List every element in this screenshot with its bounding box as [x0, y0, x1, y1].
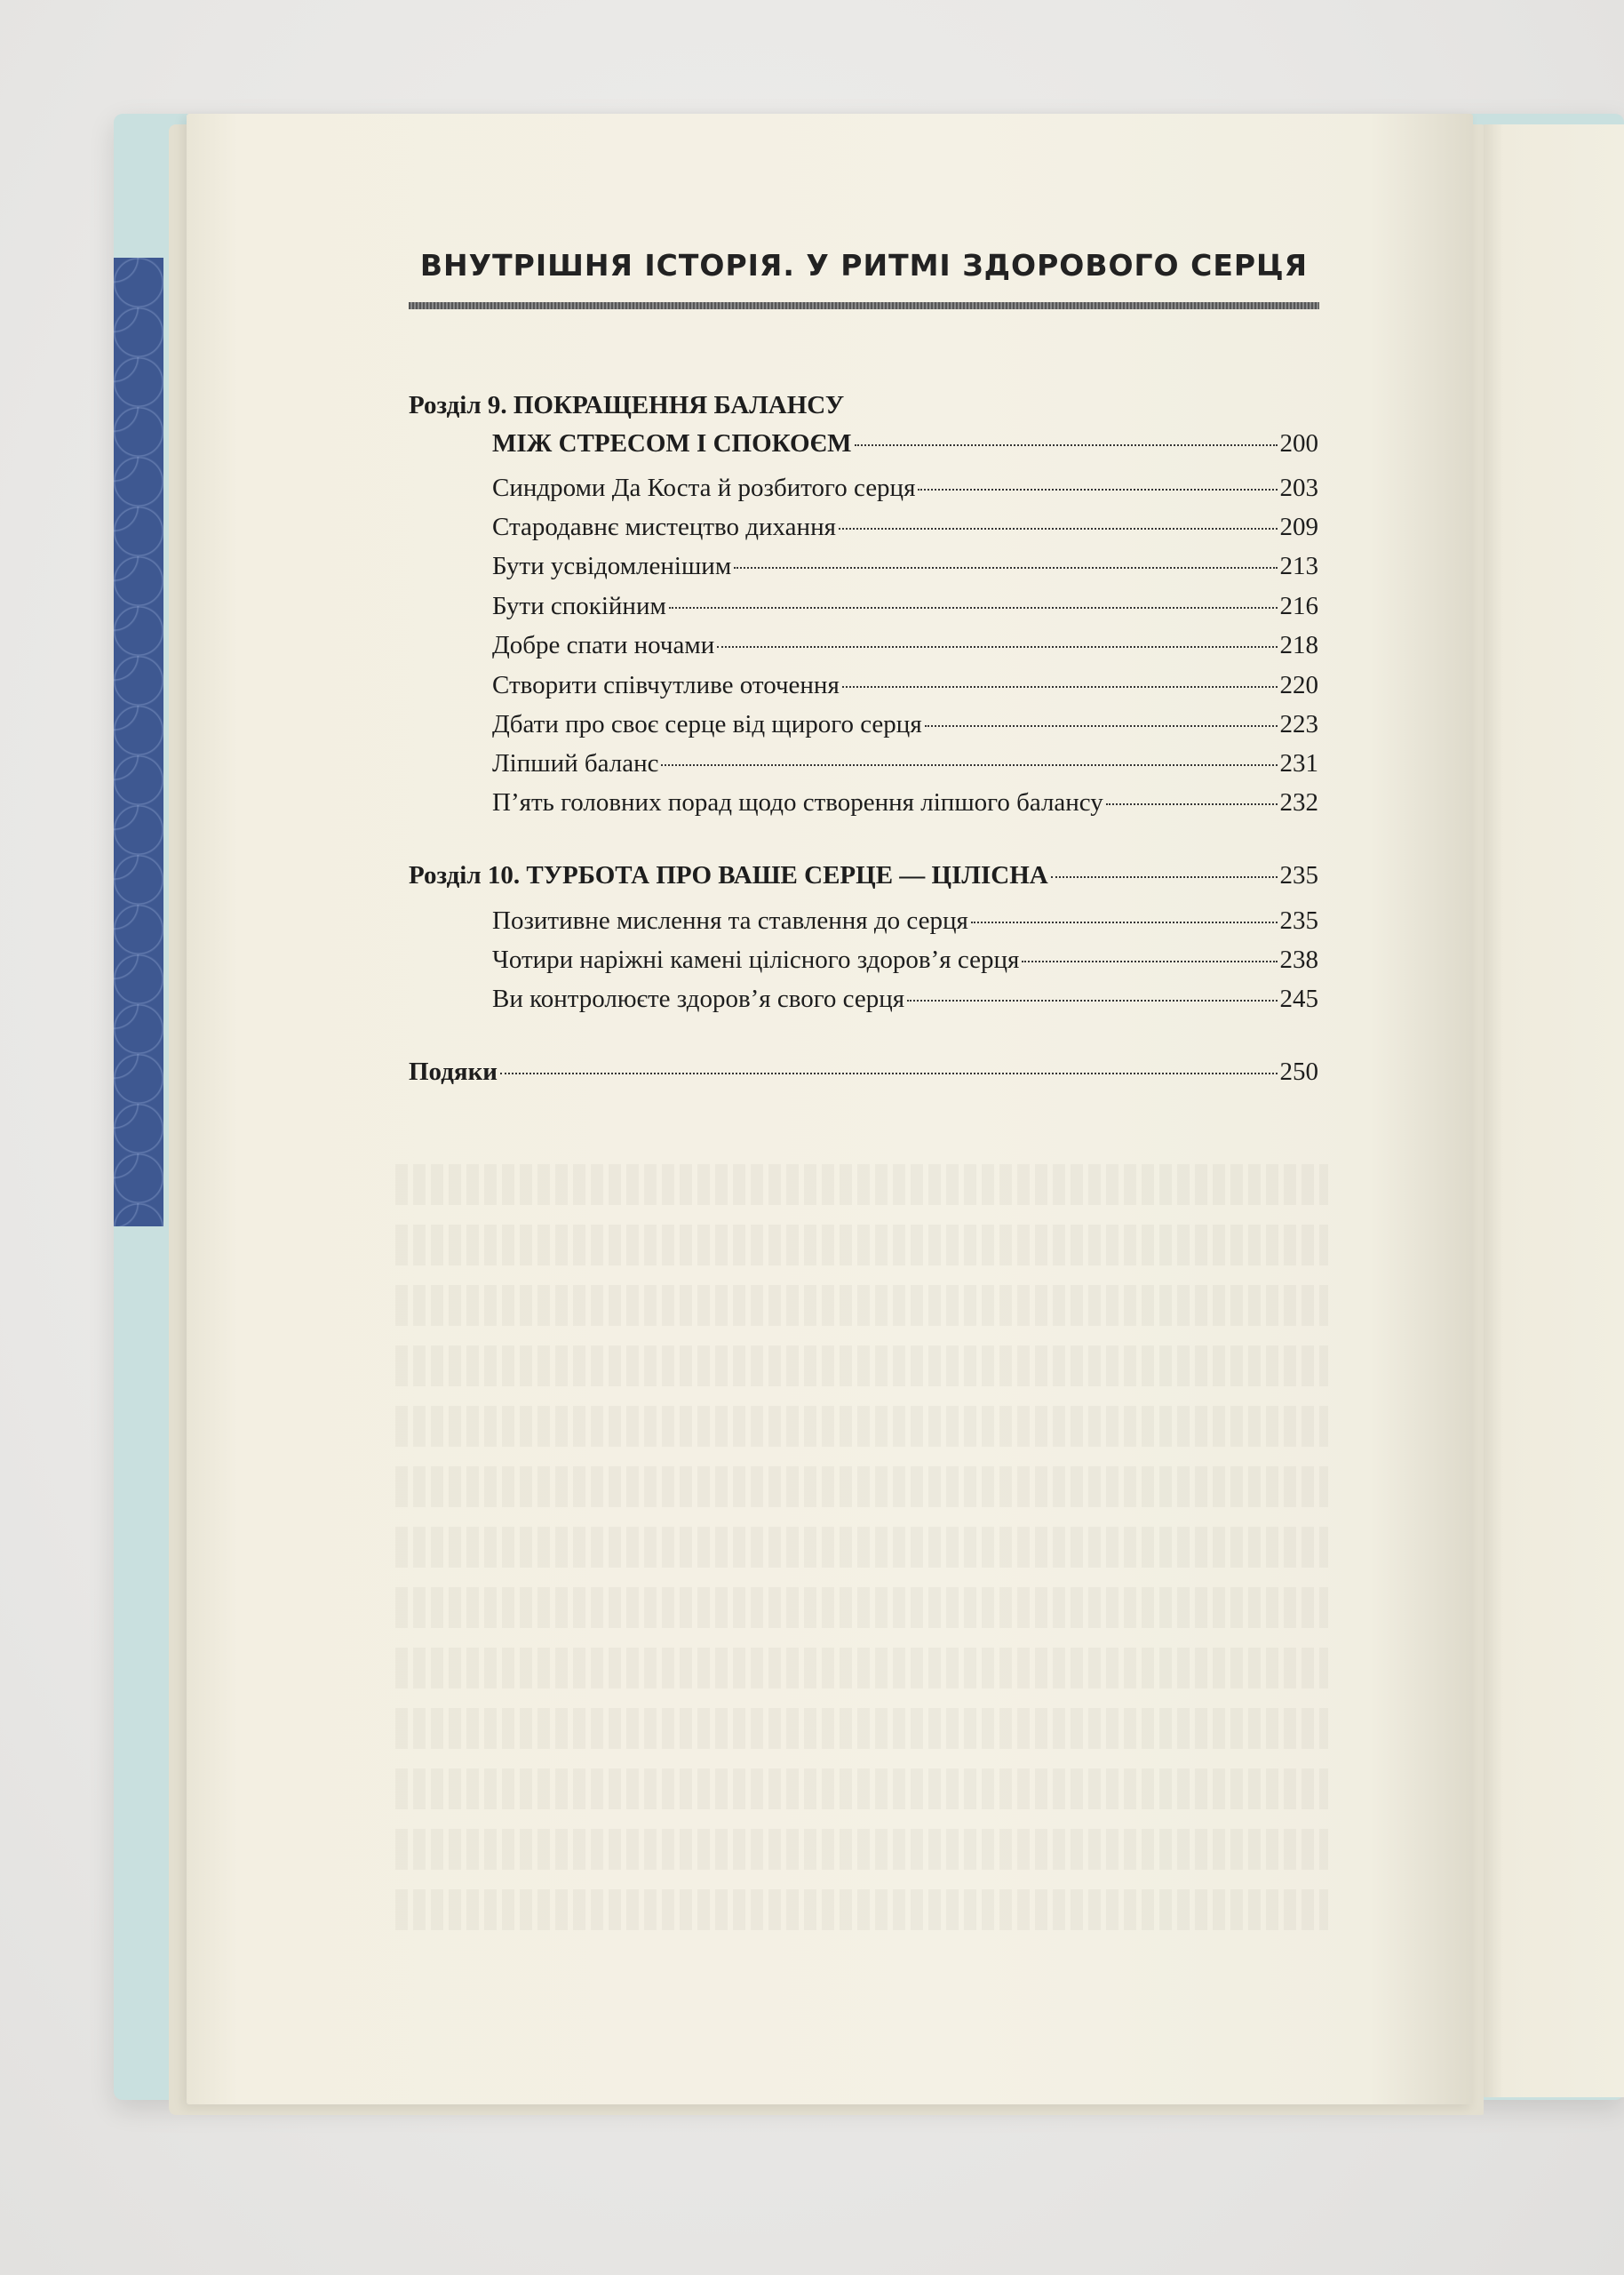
running-head: ВНУТРІШНЯ ІСТОРІЯ. У РИТМІ ЗДОРОВОГО СЕРЦЯ — [419, 248, 1309, 283]
page-number: 235 — [1279, 906, 1318, 935]
toc-item-label: Позитивне мислення та ставлення до серця — [492, 906, 968, 935]
leader-dots — [839, 528, 1278, 530]
page-number: 200 — [1279, 429, 1318, 458]
toc-item — [492, 749, 1318, 778]
acknowledgements-entry — [409, 1058, 1318, 1087]
facing-page-edge — [1482, 124, 1624, 2097]
toc-item — [492, 631, 1318, 660]
toc-item — [492, 788, 1318, 818]
toc-item-label: Ліпший баланс — [492, 749, 659, 778]
leader-dots — [918, 489, 1277, 491]
toc-item — [492, 671, 1318, 700]
page-number: 231 — [1279, 749, 1318, 778]
page-number: 218 — [1279, 631, 1318, 659]
cover-pattern-band — [114, 258, 163, 1226]
page-number: 220 — [1279, 671, 1318, 699]
toc-item-label: Бути спокійним — [492, 592, 666, 620]
chapter-9-heading — [409, 391, 844, 420]
toc-item-label: Чотири наріжні камені цілісного здоров’я серця — [492, 946, 1020, 974]
page-number: 213 — [1279, 552, 1318, 580]
chapter-10-heading — [409, 861, 1048, 890]
page-number: 203 — [1279, 474, 1318, 502]
chapter-9-title-line2: МІЖ СТРЕСОМ І СПОКОЄМ — [492, 429, 852, 458]
leader-dots — [717, 646, 1277, 648]
toc-item-label: Бути усвідомленішим — [492, 552, 732, 580]
chapter-9-title-line1: ПОКРАЩЕННЯ БАЛАНСУ — [513, 391, 845, 419]
toc-item — [492, 513, 1318, 542]
page-number: 232 — [1279, 788, 1318, 817]
leader-dots — [1106, 803, 1278, 805]
leader-dots — [971, 922, 1278, 923]
toc-item — [492, 710, 1318, 739]
page-number: 209 — [1279, 513, 1318, 541]
show-through-text — [395, 1164, 1328, 2017]
toc-item — [492, 985, 1318, 1014]
toc-item — [492, 946, 1318, 975]
leader-dots — [669, 607, 1278, 609]
leader-dots — [734, 567, 1277, 569]
toc-item-label: Синдроми Да Коста й розбитого серця — [492, 474, 916, 502]
page-number: 235 — [1279, 861, 1318, 890]
leader-dots — [842, 686, 1278, 688]
leader-dots — [855, 444, 1278, 446]
acknowledgements-label: Подяки — [409, 1058, 498, 1086]
chapter-10-prefix: Розділ 10. — [409, 861, 521, 890]
page-number: 223 — [1279, 710, 1318, 738]
leader-dots — [500, 1073, 1278, 1074]
chapter-9-entry — [492, 429, 1318, 459]
leader-dots — [661, 764, 1277, 766]
page-number: 250 — [1279, 1058, 1318, 1086]
leader-dots — [1051, 876, 1278, 878]
chapter-10-entry — [409, 861, 1318, 890]
toc-item — [492, 474, 1318, 503]
leader-dots — [907, 1000, 1277, 1002]
toc-item-label: П’ять головних порад щодо створення ліпшого балансу — [492, 788, 1103, 817]
page-number: 245 — [1279, 985, 1318, 1013]
toc-item-label: Стародавнє мистецтво дихання — [492, 513, 836, 541]
toc-item-label: Добре спати ночами — [492, 631, 715, 659]
leader-dots — [925, 725, 1278, 727]
toc-item-label: Створити співчутливе оточення — [492, 671, 840, 699]
chapter-10-title: ТУРБОТА ПРО ВАШЕ СЕРЦЕ — ЦІЛІСНА — [526, 861, 1048, 890]
toc-item-label: Ви контролюєте здоров’я свого серця — [492, 985, 905, 1013]
header-rule — [409, 302, 1319, 309]
toc-item — [492, 552, 1318, 581]
toc-item-label: Дбати про своє серце від щирого серця — [492, 710, 922, 738]
chapter-9-prefix: Розділ 9. — [409, 391, 507, 419]
page-number: 216 — [1279, 592, 1318, 620]
toc-item — [492, 592, 1318, 621]
leader-dots — [1022, 961, 1277, 962]
toc-item — [492, 906, 1318, 936]
page-number: 238 — [1279, 946, 1318, 974]
